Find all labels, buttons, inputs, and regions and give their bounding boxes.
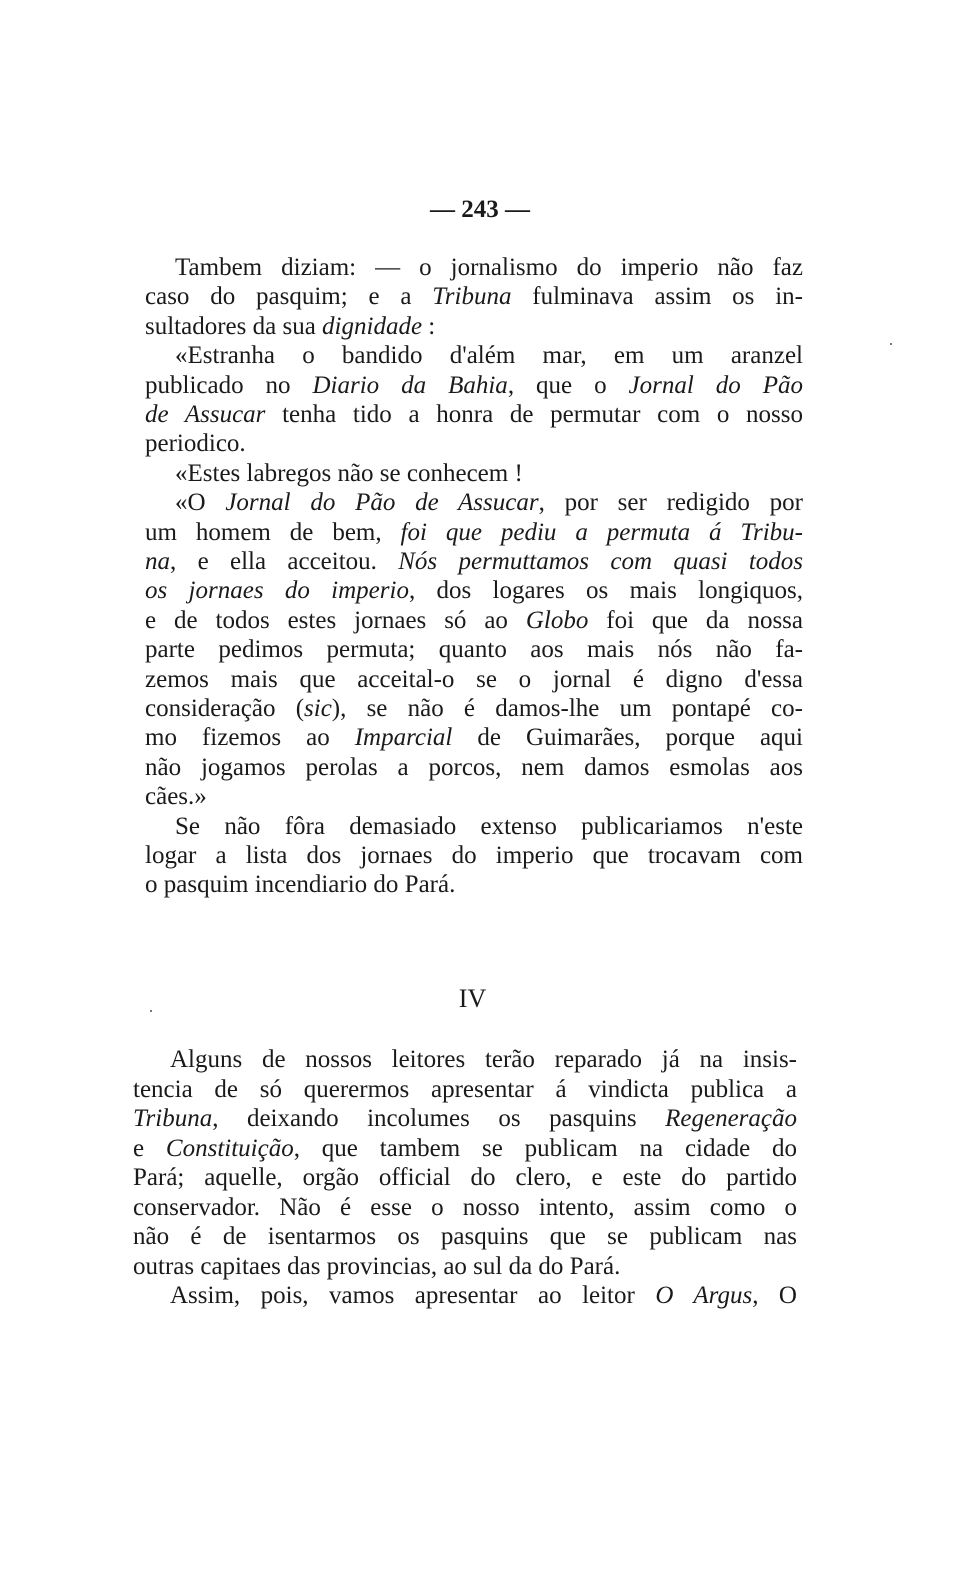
text-run: outras capitaes das provincias, ao sul da do Pará. [133, 1252, 621, 1280]
italic-text: Jornal do Pão [628, 371, 803, 399]
text-run: zemos mais que acceital-o se o jornal é digno d'essa [145, 665, 803, 693]
text-run: caso do pasquim; e a [145, 283, 433, 311]
text-run: Assim, pois, vamos apresentar ao leitor [170, 1282, 656, 1309]
text-line [175, 253, 803, 283]
text-line [133, 1163, 797, 1193]
text-run: , dos logares os mais longiquos, [408, 577, 803, 605]
text-line [145, 665, 803, 695]
text-run: o pasquim incendiario do Pará. [145, 871, 456, 899]
text-run: logar a lista dos jornaes do imperio que trocavam com [145, 842, 803, 869]
text-run: Se não fôra demasiado extenso publicariamos n'este [175, 812, 803, 840]
text-line [175, 341, 803, 371]
text-run: , e ella acceitou. [170, 548, 399, 575]
text-run: parte pedimos permuta; quanto aos mais nós não fa- [145, 636, 803, 664]
italic-text: Constituição [165, 1134, 294, 1162]
text-line [145, 753, 803, 783]
italic-text: os jornaes do imperio [145, 577, 409, 605]
text-line [175, 812, 803, 842]
text-run: , por ser redigido por [538, 489, 803, 517]
text-run: sultadores da sua [145, 312, 323, 340]
italic-text: Regeneração [665, 1105, 797, 1132]
italic-text: Imparcial [354, 724, 453, 752]
text-run: Tambem diziam: — o jornalismo do imperio não faz [175, 254, 803, 281]
text-line [145, 547, 803, 577]
text-run: , que tambem se publicam na cidade do [293, 1134, 797, 1162]
italic-text: Tribuna [432, 283, 512, 311]
text-run: Pará; aquelle, orgão official do clero, e este do partido [133, 1164, 797, 1191]
text-line [133, 1104, 797, 1134]
text-run: , deixando incolumes os pasquins [212, 1105, 666, 1132]
text-line [145, 841, 803, 871]
text-run: : [422, 312, 436, 340]
text-run: foi que da nossa [588, 606, 803, 634]
text-run: não é de isentarmos os pasquins que se publicam nas [133, 1223, 797, 1250]
italic-text: dignidade [322, 312, 423, 340]
text-line [170, 1045, 797, 1075]
text-run: não jogamos perolas a porcos, nem damos esmolas aos [145, 753, 803, 781]
text-run: «Estranha o bandido d'além mar, em um aranzel [175, 342, 803, 370]
text-run: mo fizemos ao [145, 724, 355, 752]
text-run: consideração ( [145, 695, 305, 722]
italic-text: Diario da Bahia [312, 371, 508, 399]
text-line [175, 488, 803, 518]
text-line [175, 459, 803, 489]
text-line [145, 400, 803, 430]
text-line [133, 1193, 797, 1223]
text-run: tencia de só querermos apresentar á vindicta publica a [133, 1075, 797, 1103]
text-run: tenha tido a honra de permutar com o nosso [265, 401, 803, 428]
text-run: um homem de bem, [145, 518, 401, 546]
text-line [133, 1252, 797, 1282]
text-line [145, 606, 803, 636]
text-line [145, 723, 803, 753]
text-line [133, 1075, 797, 1105]
text-run: , que o [507, 371, 629, 399]
text-run: de Guimarães, porque aqui [452, 724, 803, 752]
text-line [145, 694, 803, 724]
text-line [145, 282, 803, 312]
page-number: — 243 — [430, 196, 530, 223]
italic-text: Globo [525, 606, 589, 634]
text-run: publicado no [145, 371, 313, 399]
text-line [145, 371, 803, 401]
text-line [145, 576, 803, 606]
text-run: e [133, 1134, 166, 1162]
italic-text: Tribuna [133, 1105, 213, 1132]
text-run: «Estes labregos não se conhecem ! [175, 459, 523, 487]
text-run: ), se não é damos-lhe um pontapé co- [331, 695, 803, 722]
text-line [145, 429, 803, 459]
text-run: fulminava assim os in- [511, 283, 803, 311]
text-run: conservador. Não é esse o nosso intento, assim como o [133, 1193, 797, 1221]
italic-text: na [145, 548, 170, 575]
text-run: «O [175, 489, 226, 517]
text-line [145, 518, 803, 548]
italic-text: foi que pediu a permuta á Tribu- [400, 518, 803, 546]
italic-text: Jornal do Pão de Assucar [225, 489, 539, 517]
text-line [170, 1281, 797, 1311]
text-run: , O [752, 1282, 797, 1309]
text-line [133, 1134, 797, 1164]
text-line [145, 635, 803, 665]
text-line [145, 312, 803, 342]
scan-speck [150, 1010, 152, 1012]
italic-text: de Assucar [145, 401, 266, 428]
text-run: cães.» [145, 783, 207, 811]
text-run: Alguns de nossos leitores terão reparado já na insis- [170, 1046, 797, 1073]
text-line [145, 782, 803, 812]
section-heading: IV [458, 984, 487, 1013]
text-run: e de todos estes jornaes só ao [145, 606, 526, 634]
italic-text: sic [304, 695, 332, 722]
italic-text: O Argus [655, 1282, 753, 1309]
scan-speck [890, 343, 892, 345]
text-line [145, 870, 803, 900]
italic-text: Nós permuttamos com quasi todos [398, 548, 803, 575]
text-run: periodico. [145, 430, 246, 458]
text-line [133, 1222, 797, 1252]
